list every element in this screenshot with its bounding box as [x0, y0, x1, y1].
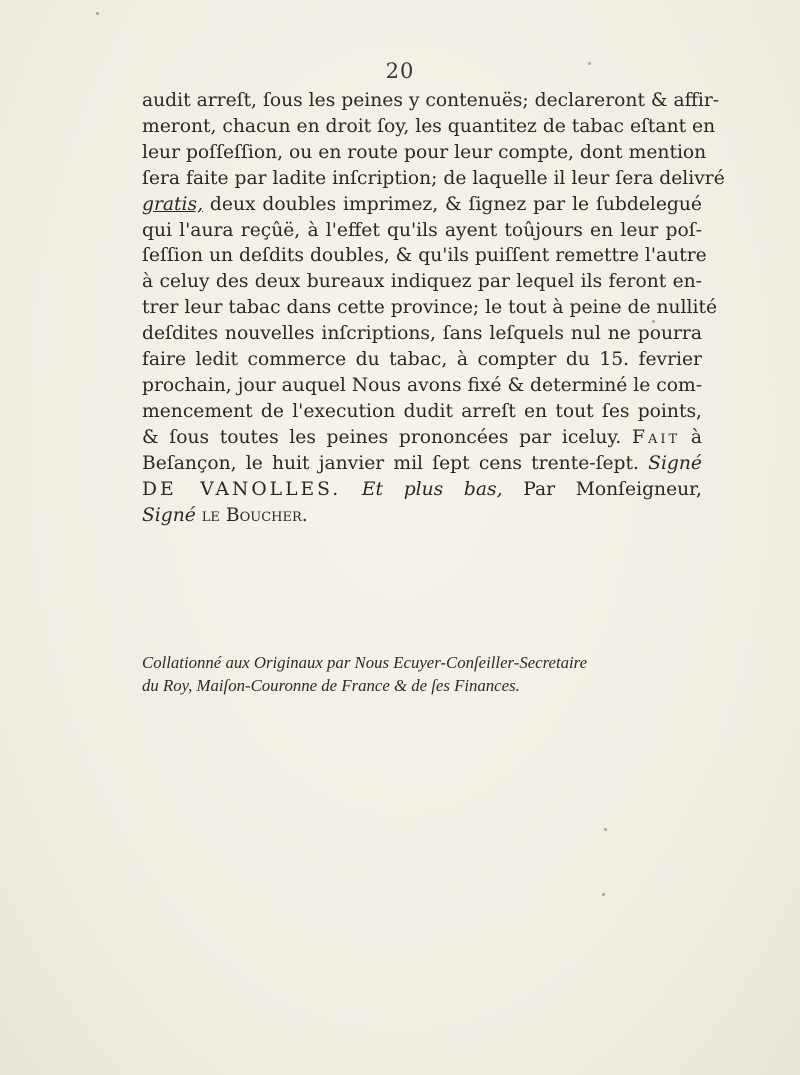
text-line: à celuy des deux bureaux indiquez par lequel ils feront en-: [142, 271, 702, 293]
decree-text: [142, 88, 725, 528]
text-line-rest: deux doubles imprimez, & ſignez par le ſubdelegué: [209, 193, 702, 215]
text-line: leur poſſeſſion, ou en route pour leur compte, dont mention: [142, 141, 707, 163]
text-line: [142, 451, 702, 477]
text-line-start: Beſançon, le huit janvier mil ſept cens trente-ſept.: [142, 452, 639, 474]
signatory-vanolles: DE VANOLLES.: [142, 478, 342, 500]
text-line: [142, 425, 702, 451]
text-line-start: & ſous toutes les peines prononcées par iceluy.: [142, 426, 622, 448]
fait-tail: à: [690, 426, 702, 448]
gratis-word: gratis,: [142, 193, 204, 215]
signe-word: Signé: [142, 504, 196, 526]
signe-word: Signé: [648, 452, 702, 474]
signatory-boucher: le Boucher.: [201, 504, 308, 526]
text-line: ſeſſion un deſdits doubles, & qu'ils puiſſent remettre l'autre: [142, 245, 707, 267]
text-line: [142, 477, 702, 503]
paper-speck: [602, 893, 605, 896]
text-line-rest: Par Monſeigneur,: [523, 478, 702, 500]
text-line: ſera faite par ladite inſcription; de laquelle il leur ſera delivré: [142, 167, 725, 189]
fait-word: Fait: [632, 426, 681, 448]
paper-speck: [604, 828, 607, 831]
text-line: trer leur tabac dans cette province; le tout à peine de nullité: [142, 297, 718, 319]
paper-speck: [652, 320, 655, 323]
text-line: deſdites nouvelles inſcriptions, ſans leſquels nul ne pourra: [142, 323, 702, 345]
text-line: mencement de l'execution dudit arreſt en tout ſes points,: [142, 400, 702, 422]
et-plus-bas: Et plus bas,: [361, 478, 503, 500]
text-line: meront, chacun en droit ſoy, les quantitez de tabac eſtant en: [142, 115, 716, 137]
page-number: 20: [385, 59, 415, 83]
text-line: faire ledit commerce du tabac, à compter du 15. fevrier: [142, 349, 702, 371]
text-line: qui l'aura reçûë, à l'effet qu'ils ayent toûjours en leur poſ-: [142, 219, 702, 241]
text-line: prochain, jour auquel Nous avons fixé & determiné le com-: [142, 374, 703, 396]
text-line: [142, 503, 702, 529]
attestation-line: Collationné aux Originaux par Nous Ecuyer-Conſeiller-Secretaire: [142, 653, 588, 672]
text-line: audit arreſt, ſous les peines y contenuës; declareront & affir-: [142, 90, 720, 111]
text-line: [142, 192, 702, 218]
paper-speck: [588, 62, 591, 65]
attestation-line: du Roy, Maiſon-Couronne de France & de ſes Finances.: [142, 676, 520, 695]
paper-speck: [96, 12, 99, 15]
attestation-note: [142, 651, 702, 697]
